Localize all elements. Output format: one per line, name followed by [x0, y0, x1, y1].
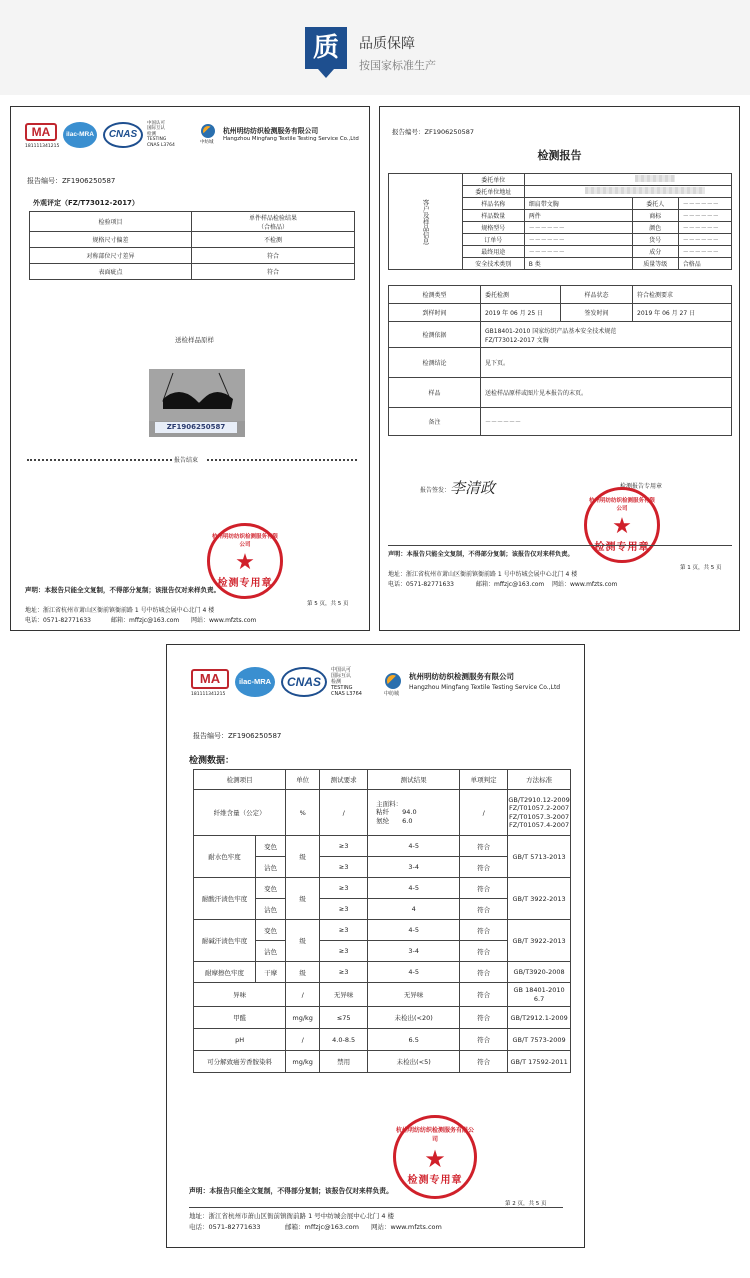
star-icon: ★ — [612, 514, 632, 539]
page-number: 第 2 页，共 5 页 — [505, 1201, 547, 1207]
page-number: 第 5 页，共 5 页 — [307, 601, 349, 607]
zfz-logo-icon — [385, 673, 401, 689]
client-info-table: 客户及样品信息 委托单位 委托单位地址 样品名称 细肩带文胸 委托人 －－－－－－ 样品数量 两件 商标 －－－－－－ 规格型号 －－－－－－ 颜色 －－－－－－ 订单号 －－－－－－ 货号 －－－－－－ 最终用途 －－－－－－ 成分 －－－－－－ 安全技术类别 B 类 质量等级 合格品 — [388, 173, 732, 270]
table-row: 订单号 －－－－－－ 货号 －－－－－－ — [389, 234, 732, 246]
table-row: 样品 送检样品原样或图片见本报告的末页。 — [389, 378, 732, 408]
email: 邮箱：mffzjc@163.com — [111, 617, 180, 624]
lab-name-en: Hangzhou Mingfang Textile Testing Service Co.,Ltd — [409, 684, 561, 691]
test-info-table — [388, 285, 732, 436]
table-row: 安全技术类别 B 类 质量等级 合格品 — [389, 258, 732, 270]
section-title: 外观评定（FZ/T73012-2017） — [33, 199, 139, 207]
tel: 电话：0571-82771633 — [189, 1223, 261, 1231]
zfz-logo-icon — [201, 124, 215, 138]
seal-label: 检测报告专用章 — [620, 483, 663, 490]
email: 邮箱：mffzjc@163.com — [285, 1223, 359, 1231]
table-row: pH / 4.0-8.5 6.5 符合 GB/T 7573-2009 — [194, 1029, 571, 1051]
zfz-text: 中纺城 — [200, 140, 214, 145]
table-row: 耐碱汗渍色牢度 变色 级 ≥3 4-5 符合 GB/T 3922-2013 — [194, 920, 571, 941]
sample-tag: ZF1906250587 — [155, 422, 237, 433]
table-row: 耐水色牢度 变色 级 ≥3 4-5 符合 GB/T 5713-2013 — [194, 836, 571, 857]
report-title: 检测报告 — [537, 149, 582, 162]
side-label: 客户及样品信息 — [389, 174, 463, 270]
table-row: 耐酸汗渍色牢度 变色 级 ≥3 4-5 符合 GB/T 3922-2013 — [194, 878, 571, 899]
official-seal: 杭州明纺纺织检测服务有限公司 ★ 检测专用章 — [393, 1115, 477, 1199]
address: 地址：浙江省杭州市萧山区衙前镇衙前路 1 号中纺城会展中心北门 4 楼 — [388, 571, 578, 578]
table-row: 检测依据 GB18401-2010 国家纺织产品基本安全技术规范 FZ/T73012-2017 文胸 — [389, 322, 732, 348]
table-row: 沾色 ≥3 3-4 符合 — [194, 857, 571, 878]
cnas-logo: CNAS — [281, 667, 327, 697]
page-number: 第 1 页，共 5 页 — [680, 565, 722, 571]
bra-sample-icon — [149, 369, 245, 421]
table-header: 检测项目 单位 测试要求 测试结果 单项判定 方法标准 — [194, 770, 571, 790]
table-row: 沾色 ≥3 3-4 符合 — [194, 941, 571, 962]
table-row: 耐摩擦色牢度 干摩 级 ≥3 4-5 符合 GB/T3920-2008 — [194, 962, 571, 983]
test-data-table — [193, 769, 571, 1073]
address: 地址：浙江省杭州市萧山区衙前镇衙前路 1 号中纺城会展中心北门 4 楼 — [189, 1212, 395, 1220]
email: 邮箱：mffzjc@163.com — [476, 581, 545, 588]
star-icon: ★ — [235, 550, 255, 575]
end-line-right — [207, 459, 357, 461]
lab-name-cn: 杭州明纺纺织检测服务有限公司 — [223, 127, 319, 135]
website: 网站：www.mfzts.com — [371, 1223, 442, 1231]
sign-label: 报告签发： — [420, 487, 451, 494]
official-seal: 杭州明纺纺织检测服务有限公司 ★ 检测专用章 — [207, 523, 283, 599]
table-row: 最终用途 －－－－－－ 成分 －－－－－－ — [389, 246, 732, 258]
statement: 声明：本报告只能全文复制，不得部分复制；该报告仅对来样负责。 — [388, 551, 574, 558]
table-row: 对称部位尺寸差异 符合 — [30, 248, 355, 264]
ilac-logo: ilac-MRA — [63, 122, 97, 148]
table-row: 纤维含量（公定） % / 主面料： 粘纤 94.0 氨纶 6.0 / GB/T2910.12-2009 FZ/T01057.2-2007 FZ/T01057.3-2007 FZ/T01057.4-2007 — [194, 790, 571, 836]
star-icon: ★ — [424, 1145, 446, 1173]
lab-name-cn: 杭州明纺纺织检测服务有限公司 — [409, 672, 514, 681]
appearance-table — [29, 211, 355, 280]
sample-photo — [149, 369, 245, 437]
table-row: 备注 －－－－－－ — [389, 408, 732, 436]
statement: 声明：本报告只能全文复制，不得部分复制；该报告仅对来样负责。 — [25, 586, 220, 594]
cma-code: 181111341215 — [25, 144, 60, 149]
table-row: 样品数量 两件 商标 －－－－－－ — [389, 210, 732, 222]
redacted — [585, 187, 705, 194]
cnas-text: 中国认可 国际互认 检测 TESTING CNAS L3764 — [147, 121, 175, 148]
table-row: 甲醛 mg/kg ≤75 未检出(<20) 符合 GB/T2912.1-2009 — [194, 1007, 571, 1029]
table-row: 规格型号 －－－－－－ 颜色 －－－－－－ — [389, 222, 732, 234]
table-row: 到样时间 2019 年 06 月 25 日 签发时间 2019 年 06 月 27 日 — [389, 304, 732, 322]
redacted — [635, 175, 675, 182]
end-mark: 报告结束 — [174, 457, 199, 464]
divider — [388, 545, 732, 546]
end-line-left — [27, 459, 172, 461]
report-page-cover — [379, 106, 740, 631]
table-row: 表面疵点 符合 — [30, 264, 355, 280]
official-seal: 杭州明纺纺织检测服务有限公司 ★ 检测专用章 — [584, 487, 660, 563]
website: 网站：www.mfzts.com — [191, 617, 257, 624]
table-row: 样品名称 细肩带文胸 委托人 －－－－－－ — [389, 198, 732, 210]
report-page-test-data — [166, 644, 585, 1248]
cma-code: 181111341215 — [191, 692, 226, 697]
header-title: 品质保障 — [359, 36, 415, 52]
table-row: 规格尺寸偏差 不检测 — [30, 232, 355, 248]
report-number: 报告编号：ZF1906250587 — [392, 128, 475, 136]
website: 网站：www.mfzts.com — [552, 581, 618, 588]
ilac-logo: ilac-MRA — [235, 667, 275, 697]
cma-logo: MA — [25, 123, 57, 141]
table-row: 沾色 ≥3 4 符合 — [194, 899, 571, 920]
table-header: 检验项目 单件样品检验结果 （合格品） — [30, 212, 355, 232]
report-number: 报告编号：ZF1906250587 — [193, 732, 282, 740]
table-row: 异味 / 无异味 无异味 符合 GB 18401-2010 6.7 — [194, 983, 571, 1007]
table-row: 检测类型 委托检测 样品状态 符合检测要求 — [389, 286, 732, 304]
address: 地址：浙江省杭州市萧山区衙前镇衙前路 1 号中纺城会展中心北门 4 楼 — [25, 607, 215, 614]
quality-badge-icon: 质 — [305, 27, 347, 69]
report-page-appearance — [10, 106, 370, 631]
zfz-text: 中纺城 — [384, 691, 400, 697]
cma-logo: MA — [191, 669, 229, 689]
lab-name-en: Hangzhou Mingfang Textile Testing Service Co.,Ltd — [223, 136, 359, 142]
tel: 电话：0571-82771633 — [25, 617, 91, 624]
divider — [189, 1207, 563, 1208]
data-title: 检测数据： — [189, 756, 235, 766]
table-row: 检测结论 见下页。 — [389, 348, 732, 378]
header-subtitle: 按国家标准生产 — [359, 59, 436, 72]
signature: 李清政 — [450, 479, 496, 497]
report-number: 报告编号：ZF1906250587 — [27, 177, 116, 185]
cnas-text: 中国认可 国际互认 检测 TESTING CNAS L3764 — [331, 667, 362, 697]
sample-photo-title: 送检样品原样 — [175, 336, 214, 344]
statement: 声明：本报告只能全文复制，不得部分复制；该报告仅对来样负责。 — [189, 1187, 393, 1195]
table-row: 可分解致癌芳香胺染料 mg/kg 禁用 未检出(<5) 符合 GB/T 17592-2011 — [194, 1051, 571, 1073]
cnas-logo: CNAS — [103, 122, 143, 148]
tel: 电话：0571-82771633 — [388, 581, 454, 588]
